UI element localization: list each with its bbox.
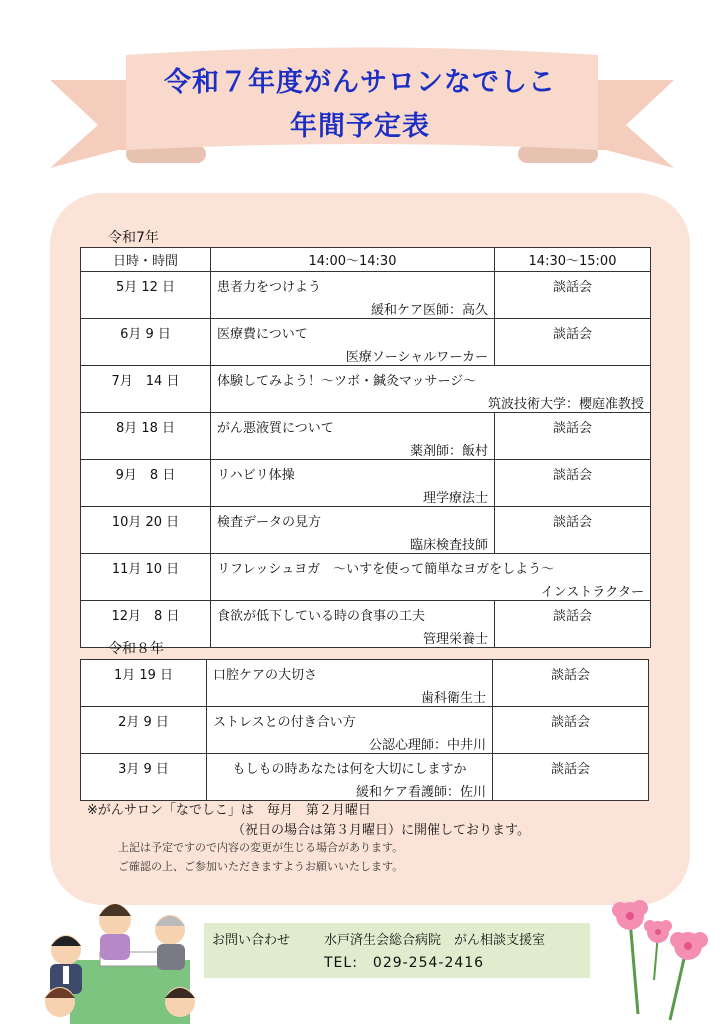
table-row [81, 554, 651, 601]
row-speaker: 歯科衛生士 [420, 691, 486, 706]
note-holiday-rule: （祝日の場合は第３月曜日）に開催しております。 [232, 823, 530, 838]
row-talk: 談話会 [495, 601, 651, 648]
row-topic: 患者力をつけよう [217, 280, 322, 295]
row-date: 11月 10 日 [81, 554, 211, 601]
row-topic: 口腔ケアの大切さ [213, 668, 318, 683]
row-speaker: インストラクター [540, 585, 644, 600]
row-speaker: 薬剤師：飯村 [409, 444, 488, 459]
group-meeting-illustration [30, 890, 220, 1024]
schedule-table-r8 [80, 659, 649, 801]
row-talk: 談話会 [495, 507, 651, 554]
note-schedule-rule: ※がんサロン「なでしこ」は 毎月 第２月曜日 [87, 803, 371, 818]
table-row [81, 272, 651, 319]
row-talk: 談話会 [495, 272, 651, 319]
row-date: 7月 14 日 [81, 366, 211, 413]
row-date: 10月 20 日 [81, 507, 211, 554]
row-talk: 談話会 [493, 754, 649, 801]
table-row [81, 754, 649, 801]
row-date: 9月 8 日 [81, 460, 211, 507]
contact-label: お問い合わせ [212, 933, 291, 948]
row-date: 2月 9 日 [81, 707, 207, 754]
row-topic: 検査データの見方 [217, 515, 322, 530]
nadeshiko-flower-illustration [594, 890, 724, 1024]
table-row [81, 507, 651, 554]
row-date: 8月 18 日 [81, 413, 211, 460]
row-speaker: 公認心理師：中井川 [368, 738, 486, 753]
row-speaker: 理学療法士 [422, 491, 488, 506]
row-topic: 体験してみよう！～ツボ・鍼灸マッサージ～ [217, 374, 477, 389]
row-date: 1月 19 日 [81, 660, 207, 707]
table-row [81, 460, 651, 507]
row-date: 3月 9 日 [81, 754, 207, 801]
row-talk: 談話会 [493, 707, 649, 754]
table-row [81, 413, 651, 460]
table-row [81, 366, 651, 413]
header-time1: 14:00～14:30 [211, 248, 495, 272]
row-speaker: 緩和ケア看護師：佐川 [355, 785, 486, 800]
row-date: 6月 9 日 [81, 319, 211, 366]
schedule-table-r7 [80, 247, 651, 648]
contact-phone: TEL: 029-254-2416 [324, 955, 485, 971]
table-header-row [81, 248, 651, 272]
page-subtitle: 年間予定表 [290, 111, 430, 142]
row-talk: 談話会 [495, 460, 651, 507]
header-datetime: 日時・時間 [81, 248, 211, 272]
row-topic: リハビリ体操 [217, 468, 295, 483]
year-heading-r7: 令和7年 [108, 230, 159, 246]
table-row [81, 601, 651, 648]
row-speaker: 医療ソーシャルワーカー [345, 350, 488, 365]
header-time2: 14:30～15:00 [495, 248, 651, 272]
row-speaker: 臨床検査技師 [409, 538, 488, 553]
page-title: 令和７年度がんサロンなでしこ [164, 67, 556, 98]
table-row [81, 707, 649, 754]
row-date: 5月 12 日 [81, 272, 211, 319]
row-date: 12月 8 日 [81, 601, 211, 648]
row-talk: 談話会 [495, 319, 651, 366]
table-row [81, 319, 651, 366]
contact-box [204, 923, 590, 978]
row-topic: 医療費について [217, 327, 308, 342]
row-topic: 食欲が低下している時の食事の工夫 [217, 609, 426, 624]
row-speaker: 緩和ケア医師：高久 [370, 303, 488, 318]
row-speaker: 筑波技術大学：櫻庭准教授 [487, 397, 644, 412]
note-confirm-request: ご確認の上、ご参加いただきますようお願いいたします。 [118, 860, 404, 873]
row-talk: 談話会 [493, 660, 649, 707]
row-topic: がん悪液質について [217, 421, 334, 436]
row-topic: リフレッシュヨガ ～いすを使って簡単なヨガをしよう～ [217, 562, 555, 577]
row-speaker: 管理栄養士 [422, 632, 488, 647]
table-row [81, 660, 649, 707]
note-change-warning: 上記は予定ですので内容の変更が生じる場合があります。 [118, 841, 404, 854]
contact-organization: 水戸済生会総合病院 がん相談支援室 [324, 933, 546, 948]
row-topic: ストレスとの付き合い方 [213, 715, 356, 730]
row-talk: 談話会 [495, 413, 651, 460]
year-heading-r8: 令和８年 [108, 641, 164, 657]
row-topic: もしもの時あなたは何を大切にしますか [232, 762, 467, 777]
